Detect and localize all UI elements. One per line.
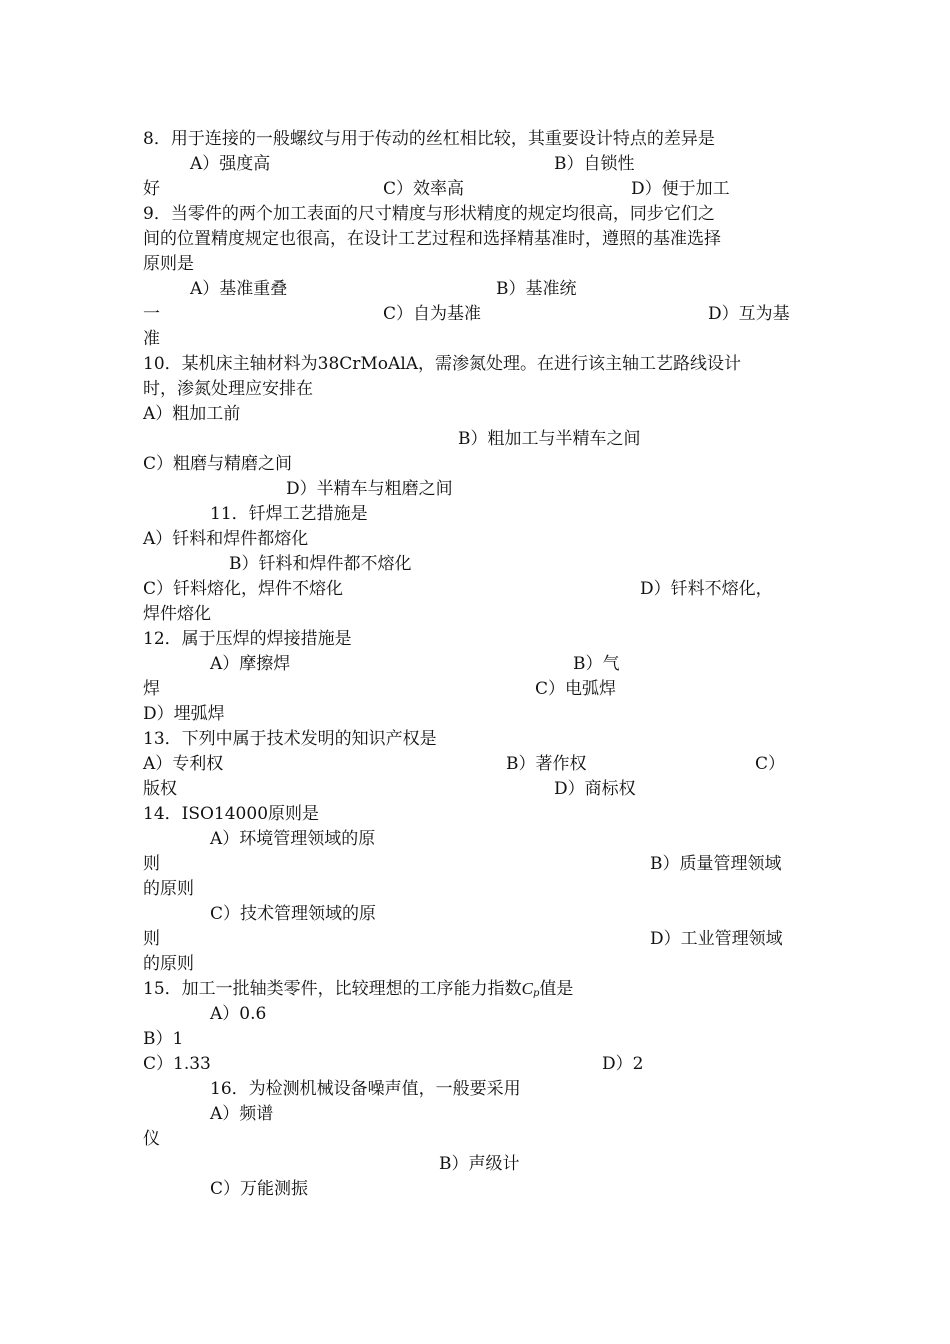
question-8-stem: 8．用于连接的一般螺纹与用于传动的丝杠相比较，其重要设计特点的差异是 [143, 129, 715, 149]
question-12-stem: 12．属于压焊的焊接措施是 [143, 629, 352, 649]
question-11-stem: 11．钎焊工艺措施是 [210, 504, 368, 524]
question-14-option-c: C）技术管理领域的原 [210, 904, 377, 924]
question-10-stem-line1: 10．某机床主轴材料为38CrMoAlA，需渗氮处理。在进行该主轴工艺路线设计 [143, 354, 742, 374]
question-9-stem-line3: 原则是 [143, 254, 194, 274]
question-9-option-c: C）自为基准 [383, 304, 482, 324]
question-14-option-b-cont: 的原则 [143, 879, 194, 899]
question-9-option-a: A）基准重叠 [190, 279, 288, 299]
question-14-option-d-cont: 的原则 [143, 954, 194, 974]
question-15-option-d: D）2 [602, 1054, 644, 1074]
question-14-option-b: B）质量管理领域 [650, 854, 782, 874]
question-9-stem-line1: 9．当零件的两个加工表面的尺寸精度与形状精度的规定均很高，同步它们之 [143, 204, 715, 224]
question-13-stem: 13．下列中属于技术发明的知识产权是 [143, 729, 437, 749]
question-13-option-c-cont: 版权 [143, 779, 177, 799]
question-15-stem-tail: 值是 [539, 979, 574, 999]
question-11-option-b: B）钎料和焊件都不熔化 [229, 554, 412, 574]
question-13-option-d: D）商标权 [554, 779, 636, 799]
question-16-stem: 16．为检测机械设备噪声值，一般要采用 [210, 1079, 521, 1099]
question-15-option-b: B）1 [143, 1029, 184, 1049]
question-8-option-b-cont: 好 [143, 179, 160, 199]
question-11-option-d-cont: 焊件熔化 [143, 604, 211, 624]
question-9-option-d: D）互为基 [708, 304, 790, 324]
question-16-option-a-cont: 仪 [143, 1129, 160, 1149]
question-15-stem [143, 978, 573, 1005]
question-10-option-b: B）粗加工与半精车之间 [458, 429, 641, 449]
question-12-option-b: B）气 [573, 654, 620, 674]
question-11-option-d: D）钎料不熔化， [640, 579, 773, 599]
question-10-stem-line2: 时，渗氮处理应安排在 [143, 379, 313, 399]
question-14-stem: 14．ISO14000原则是 [143, 804, 320, 824]
question-12-option-d: D）埋弧焊 [143, 704, 225, 724]
question-10-option-c: C）粗磨与精磨之间 [143, 454, 293, 474]
process-capability-symbol: C [521, 979, 533, 998]
question-14-option-a-cont: 则 [143, 854, 160, 874]
question-16-option-a: A）频谱 [210, 1104, 274, 1124]
question-15-stem-text: 15．加工一批轴类零件，比较理想的工序能力指数 [143, 979, 522, 999]
question-15-option-a: A）0.6 [210, 1004, 267, 1024]
question-12-option-a: A）摩擦焊 [210, 654, 291, 674]
question-8-option-b: B）自锁性 [554, 154, 635, 174]
question-14-option-d: D）工业管理领域 [650, 929, 783, 949]
question-14-option-a: A）环境管理领域的原 [210, 829, 376, 849]
question-13-option-c: C） [755, 754, 786, 774]
question-11-option-a: A）钎料和焊件都熔化 [143, 529, 309, 549]
question-8-option-a: A）强度高 [190, 154, 271, 174]
question-15-option-c: C）1.33 [143, 1054, 211, 1074]
question-12-option-c: C）电弧焊 [535, 679, 617, 699]
question-10-option-a: A）粗加工前 [143, 404, 241, 424]
question-11-option-c: C）钎料熔化，焊件不熔化 [143, 579, 344, 599]
process-capability-subscript: p [532, 988, 540, 999]
question-14-option-c-cont: 则 [143, 929, 160, 949]
question-10-option-d: D）半精车与粗磨之间 [286, 479, 453, 499]
question-16-option-c: C）万能测振 [210, 1179, 309, 1199]
question-9-stem-line2: 间的位置精度规定也很高，在设计工艺过程和选择精基准时，遵照的基准选择 [143, 229, 721, 249]
question-13-option-a: A）专利权 [143, 754, 224, 774]
question-8-option-d: D）便于加工 [631, 179, 730, 199]
question-16-option-b: B）声级计 [439, 1154, 520, 1174]
question-9-option-b-cont: 一 [143, 304, 160, 324]
question-9-option-d-cont: 准 [143, 329, 160, 349]
question-8-option-c: C）效率高 [383, 179, 465, 199]
question-12-option-b-cont: 焊 [143, 679, 160, 699]
question-9-option-b: B）基准统 [496, 279, 577, 299]
question-13-option-b: B）著作权 [506, 754, 587, 774]
